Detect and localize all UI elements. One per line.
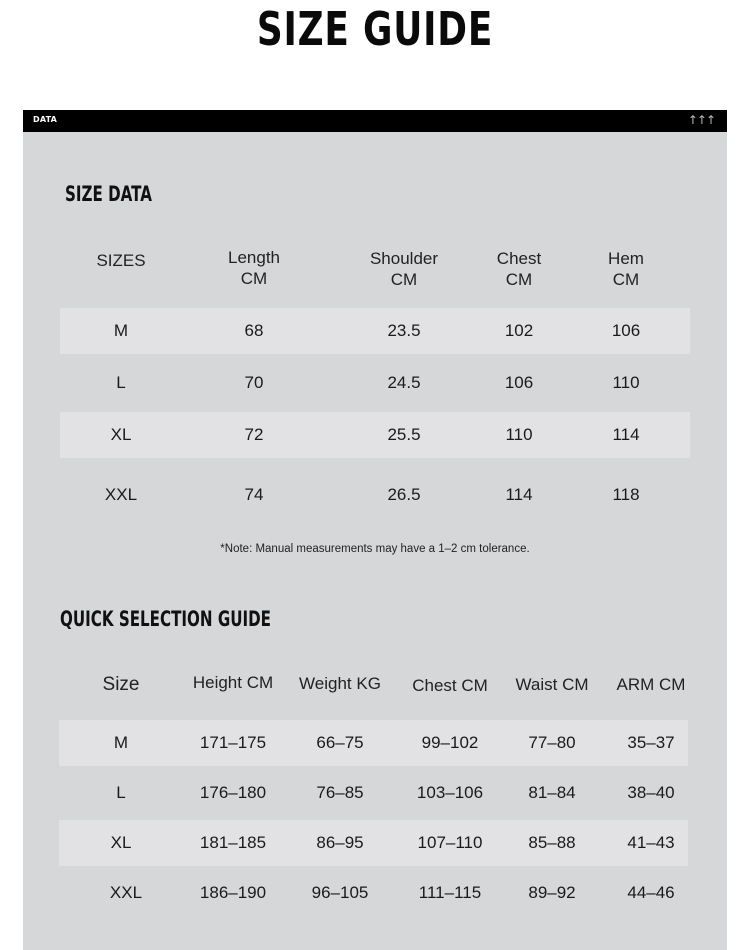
header-text: Hem (608, 249, 644, 268)
quick-guide-table (59, 665, 689, 925)
quick-cell: XL (110, 833, 132, 852)
size-cell: 106 (611, 321, 641, 340)
arrows-up-icon[interactable]: ↑↑↑ (687, 113, 715, 127)
size-header-sizes (96, 250, 145, 271)
size-cell: 26.5 (387, 485, 421, 504)
size-cell: 118 (612, 485, 640, 504)
quick-cell: 186–190 (199, 883, 267, 902)
quick-cell: L (116, 783, 126, 802)
size-row-xl (60, 412, 690, 458)
size-cell: 70 (244, 373, 264, 392)
size-cell: 72 (244, 425, 264, 444)
quick-cell: 38–40 (627, 783, 675, 802)
size-cell: 114 (505, 485, 533, 504)
quick-cell: 99–102 (421, 733, 479, 752)
size-header-shoulder (370, 248, 438, 290)
quick-cell: 81–84 (528, 783, 576, 802)
quick-cell: 85–88 (528, 833, 576, 852)
quick-header-weight: Weight KG (299, 674, 381, 693)
data-tab-label: DATA (33, 115, 58, 124)
header-unit: CM (390, 270, 418, 289)
quick-cell: 107–110 (417, 833, 483, 852)
quick-cell: 66–75 (316, 733, 364, 752)
quick-header-size: Size (102, 674, 140, 695)
header-unit: CM (612, 270, 640, 289)
quick-cell: 96–105 (311, 883, 369, 902)
size-row-m (60, 308, 690, 354)
quick-row-xxl (59, 870, 688, 916)
size-cell: 102 (504, 321, 534, 340)
size-guide-panel (23, 110, 727, 950)
size-cell: XL (110, 425, 132, 444)
header-unit: CM (505, 270, 533, 289)
size-cell: 106 (504, 373, 534, 392)
size-header-hem (608, 248, 644, 290)
header-text: Shoulder (369, 249, 439, 268)
quick-header-height: Height CM (192, 673, 274, 692)
size-data-table (60, 240, 690, 504)
size-cell: 114 (612, 425, 640, 444)
quick-cell: M (113, 733, 129, 752)
quick-header-chest: Chest CM (412, 676, 488, 695)
tolerance-note: *Note: Manual measurements may have a 1–2 cm tolerance. (220, 543, 530, 555)
size-cell: L (116, 373, 126, 392)
quick-row-xl (59, 820, 688, 866)
size-header-chest (497, 248, 541, 290)
data-tab-bar (23, 110, 727, 132)
header-text: Chest (496, 249, 542, 268)
quick-cell: 89–92 (528, 883, 576, 902)
size-cell: 74 (244, 485, 264, 504)
quick-row-m (59, 720, 688, 766)
quick-guide-title: QUICK SELECTION GUIDE (60, 607, 272, 631)
quick-cell: XXL (109, 883, 143, 902)
quick-cell: 171–175 (199, 733, 267, 752)
quick-cell: 77–80 (528, 733, 576, 752)
size-cell: 110 (505, 425, 533, 444)
quick-cell: 176–180 (199, 783, 267, 802)
size-cell: M (113, 321, 129, 340)
quick-cell: 44–46 (627, 883, 675, 902)
size-row-xxl (60, 466, 690, 524)
size-cell: 68 (244, 321, 264, 340)
quick-cell: 111–115 (418, 883, 482, 902)
quick-cell: 86–95 (316, 833, 364, 852)
quick-cell: 76–85 (316, 783, 364, 802)
size-cell: 110 (612, 373, 640, 392)
size-cell: 25.5 (387, 425, 421, 444)
quick-cell: 41–43 (627, 833, 675, 852)
quick-row-l (59, 770, 688, 816)
header-text: Length (228, 248, 280, 267)
quick-header-waist: Waist CM (515, 675, 589, 694)
header-unit: CM (240, 269, 268, 288)
quick-cell: 181–185 (199, 833, 267, 852)
size-cell: 23.5 (387, 321, 421, 340)
size-data-title: SIZE DATA (65, 182, 152, 206)
size-cell: 24.5 (387, 373, 421, 392)
size-header-length (228, 247, 280, 289)
quick-header-arm: ARM CM (616, 675, 686, 694)
size-cell: XXL (104, 485, 138, 504)
size-row-l (60, 360, 690, 406)
quick-cell: 103–106 (416, 783, 484, 802)
page-title: SIZE GUIDE (256, 2, 494, 56)
header-text: SIZES (96, 251, 146, 270)
quick-cell: 35–37 (627, 733, 675, 752)
